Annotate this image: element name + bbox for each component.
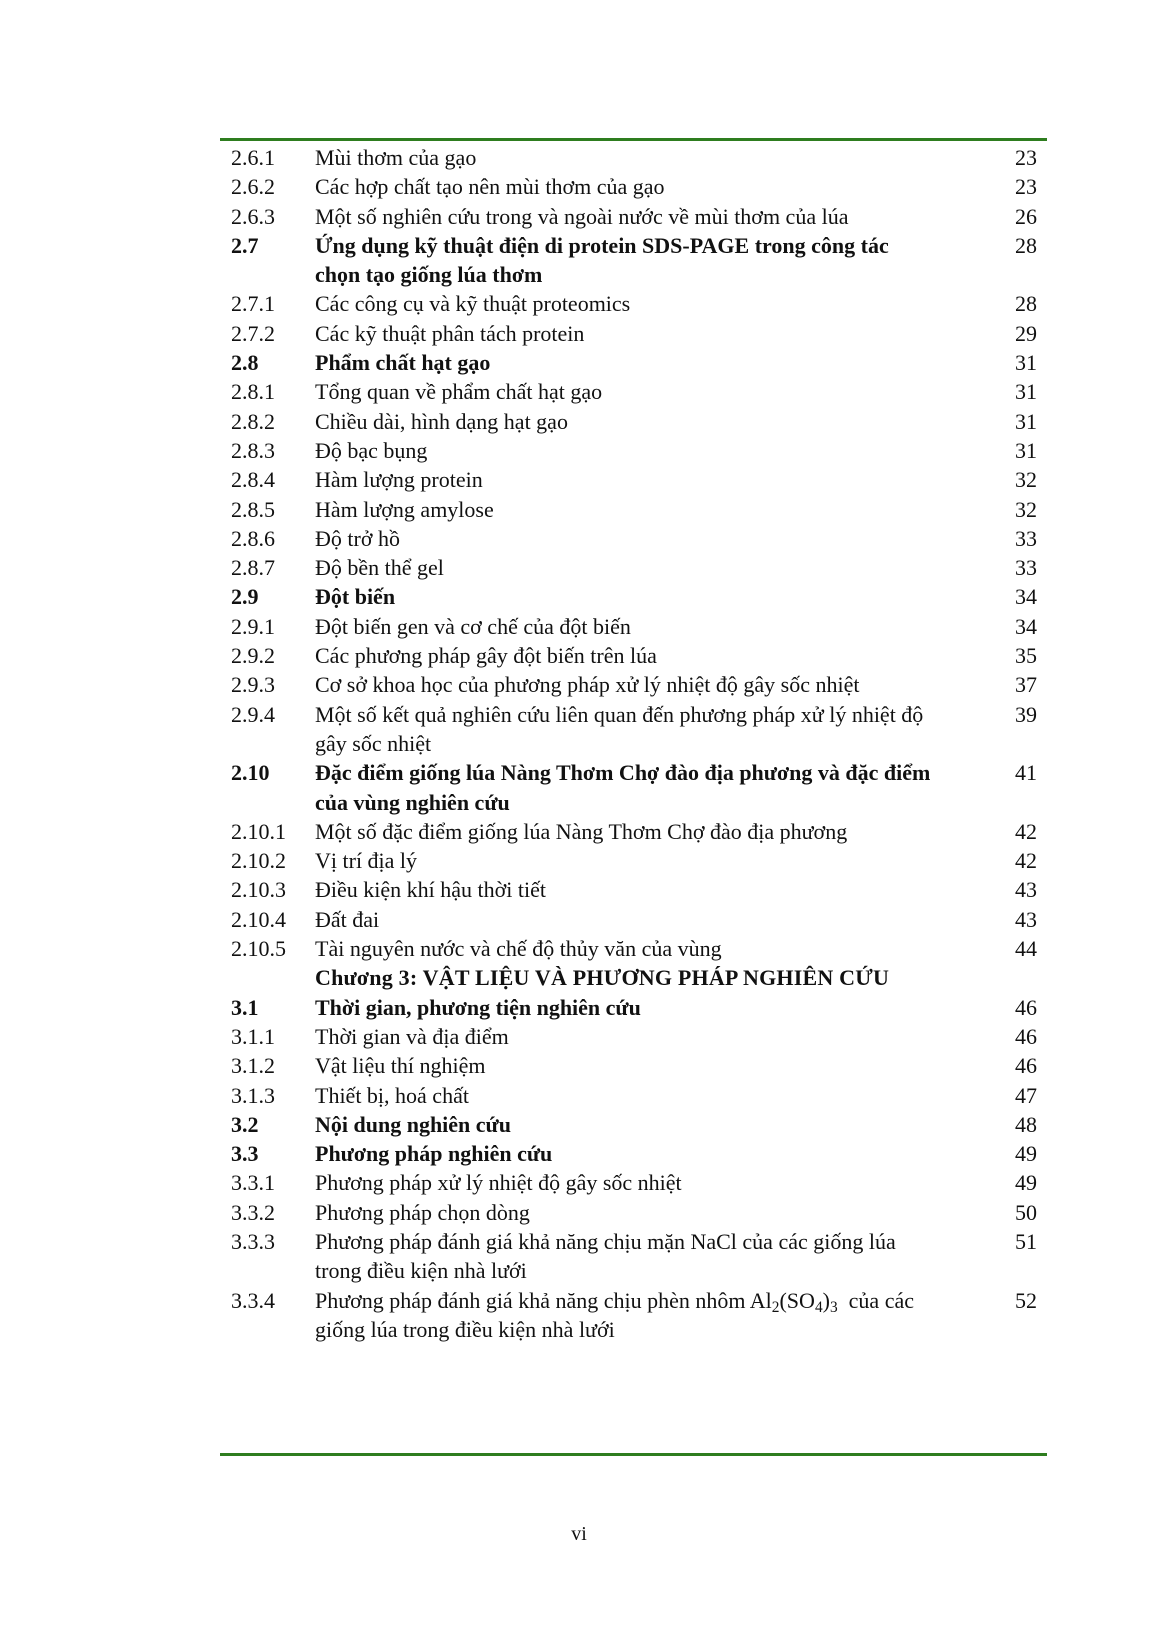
- toc-entry-number: 2.9.4: [231, 701, 275, 727]
- toc-entry-title: Thiết bị, hoá chất: [315, 1082, 469, 1108]
- toc-entry-title: Vị trí địa lý: [315, 848, 418, 874]
- toc-entry-title: Vật liệu thí nghiệm: [315, 1053, 486, 1079]
- toc-entry-title: Đất đai: [315, 906, 380, 932]
- bottom-rule: [220, 1453, 1047, 1456]
- toc-subsection-row[interactable]: [220, 1051, 1047, 1080]
- toc-entry-number: 3.3.4: [231, 1287, 275, 1313]
- toc-entry-page: 49: [1015, 1141, 1037, 1167]
- toc-subsection-row[interactable]: [220, 436, 1047, 465]
- toc-entry-title: Độ bền thể gel: [315, 555, 444, 581]
- toc-entry-number: 2.6.3: [231, 203, 275, 229]
- toc-entry-page: 28: [1015, 291, 1037, 317]
- toc-section-row[interactable]: [220, 231, 1047, 290]
- toc-entry-title: Phương pháp nghiên cứu: [315, 1141, 553, 1167]
- toc-subsection-row[interactable]: [220, 289, 1047, 318]
- toc-entry-title: Mùi thơm của gạo: [315, 145, 477, 170]
- toc-entry-number: 2.9.2: [231, 643, 275, 669]
- toc-entry-title: Chương 3: VẬT LIỆU VÀ PHƯƠNG PHÁP NGHIÊN CỨU: [315, 965, 890, 991]
- toc-entry-page: 32: [1015, 496, 1037, 522]
- toc-entry-page: 39: [1015, 701, 1037, 727]
- toc-entry-title: Tổng quan về phẩm chất hạt gạo: [315, 379, 603, 405]
- toc-entry-title-text: (SO: [779, 1287, 815, 1313]
- toc-entry-number: 2.7.2: [231, 320, 275, 346]
- toc-entry-page: 42: [1015, 818, 1037, 844]
- toc-entry-page: 47: [1015, 1082, 1037, 1108]
- toc-entry-number: 3.1.2: [231, 1053, 275, 1079]
- toc-entry-title-text: của các giống lúa trong điều kiện nhà lưới: [315, 1287, 920, 1342]
- toc-entry-number: 3.3.2: [231, 1199, 275, 1225]
- toc-entry-number: 3.3: [231, 1141, 259, 1167]
- toc-entry-title-text: ): [822, 1287, 830, 1313]
- toc-subsection-row[interactable]: [220, 612, 1047, 641]
- toc-entry-title: Các hợp chất tạo nên mùi thơm của gạo: [315, 174, 665, 200]
- toc-subsection-row[interactable]: [220, 465, 1047, 494]
- toc-entry-title: Các công cụ và kỹ thuật proteomics: [315, 291, 631, 317]
- toc-entry-number: 2.7: [231, 232, 259, 258]
- toc-entry-number: 2.9: [231, 584, 259, 610]
- toc-entry-title: Phương pháp chọn dòng: [315, 1199, 530, 1225]
- toc-section-row[interactable]: [220, 582, 1047, 611]
- toc-entry-page: 32: [1015, 467, 1037, 493]
- toc-entry-title: Độ trở hồ: [315, 525, 400, 551]
- toc-entry-page: 23: [1015, 145, 1037, 170]
- toc-entry-page: 43: [1015, 906, 1037, 932]
- toc-subsection-row[interactable]: [220, 846, 1047, 875]
- toc-entry-page: 49: [1015, 1170, 1037, 1196]
- toc-entry-page: 33: [1015, 525, 1037, 551]
- toc-entry-title-text: Phương pháp đánh giá khả năng chịu phèn nhôm Al: [315, 1287, 772, 1313]
- toc-entry-title: Các phương pháp gây đột biến trên lúa: [315, 643, 657, 669]
- toc-chapter-heading[interactable]: [220, 963, 1047, 992]
- top-rule: [220, 138, 1047, 141]
- toc-entry-page: 35: [1015, 643, 1037, 669]
- toc-subsection-row[interactable]: [220, 905, 1047, 934]
- toc-entry-title: Phẩm chất hạt gạo: [315, 350, 491, 376]
- toc-subsection-row[interactable]: [220, 934, 1047, 963]
- toc-entry-page: 33: [1015, 555, 1037, 581]
- page-number: vi: [571, 1523, 587, 1545]
- toc-subsection-row[interactable]: [220, 1081, 1047, 1110]
- toc-entry-title: Đột biến: [315, 584, 396, 610]
- toc-subsection-row[interactable]: [220, 1198, 1047, 1227]
- toc-entry-page: 46: [1015, 1053, 1037, 1079]
- toc-entry-number: 2.10: [231, 760, 270, 786]
- toc-subsection-row[interactable]: [220, 172, 1047, 201]
- toc-entry-number: 2.6.2: [231, 174, 275, 200]
- toc-entry-page: 50: [1015, 1199, 1037, 1225]
- toc-section-row[interactable]: [220, 993, 1047, 1022]
- toc-entry-number: 2.8.4: [231, 467, 275, 493]
- formula-subscript: 2: [771, 1298, 780, 1316]
- toc-entry-number: 2.8.6: [231, 525, 275, 551]
- toc-section-row[interactable]: [220, 758, 1047, 817]
- table-of-contents: [220, 143, 1047, 1344]
- toc-entry-title: Hàm lượng amylose: [315, 496, 494, 522]
- toc-entry-title: Thời gian và địa điểm: [315, 1023, 509, 1049]
- toc-entry-title: Hàm lượng protein: [315, 467, 483, 493]
- toc-subsection-row[interactable]: [220, 143, 1047, 172]
- formula-subscript: 4: [814, 1298, 823, 1316]
- toc-subsection-row[interactable]: [220, 319, 1047, 348]
- toc-entry-page: 34: [1015, 613, 1037, 639]
- toc-entry-number: 2.10.5: [231, 936, 286, 962]
- toc-section-row[interactable]: [220, 348, 1047, 377]
- toc-entry-number: 3.1: [231, 994, 259, 1020]
- toc-entry-number: 2.8.3: [231, 437, 275, 463]
- toc-entry-title: Nội dung nghiên cứu: [315, 1111, 511, 1137]
- toc-entry-number: 2.9.1: [231, 613, 275, 639]
- toc-entry-title: [315, 1286, 935, 1345]
- toc-entry-page: 46: [1015, 1023, 1037, 1049]
- toc-entry-page: 29: [1015, 320, 1037, 346]
- toc-entry-title: Điều kiện khí hậu thời tiết: [315, 877, 546, 903]
- toc-entry-title: Độ bạc bụng: [315, 437, 428, 463]
- toc-entry-number: 2.10.1: [231, 818, 286, 844]
- toc-entry-page: 48: [1015, 1111, 1037, 1137]
- toc-entry-number: 3.1.1: [231, 1023, 275, 1049]
- toc-entry-number: 2.8.1: [231, 379, 275, 405]
- toc-entry-number: 2.10.2: [231, 848, 286, 874]
- toc-entry-page: 28: [1015, 232, 1037, 258]
- toc-entry-page: 41: [1015, 760, 1037, 786]
- toc-subsection-row[interactable]: [220, 875, 1047, 904]
- toc-entry-number: 3.2: [231, 1111, 259, 1137]
- toc-entry-title: Một số đặc điểm giống lúa Nàng Thơm Chợ đào địa phương: [315, 818, 848, 844]
- toc-entry-page: 31: [1015, 379, 1037, 405]
- toc-entry-number: 2.8.2: [231, 408, 275, 434]
- toc-entry-page: 37: [1015, 672, 1037, 698]
- toc-entry-page: 23: [1015, 174, 1037, 200]
- toc-subsection-row[interactable]: [220, 524, 1047, 553]
- toc-subsection-row[interactable]: [220, 1022, 1047, 1051]
- toc-entry-page: 51: [1015, 1228, 1037, 1254]
- toc-entry-page: 34: [1015, 584, 1037, 610]
- toc-subsection-row[interactable]: [220, 495, 1047, 524]
- toc-entry-number: 3.3.1: [231, 1170, 275, 1196]
- toc-section-row[interactable]: [220, 1139, 1047, 1168]
- toc-subsection-row[interactable]: [220, 407, 1047, 436]
- toc-section-row[interactable]: [220, 1110, 1047, 1139]
- formula-subscript: 3: [829, 1298, 838, 1316]
- toc-entry-title: Các kỹ thuật phân tách protein: [315, 320, 585, 346]
- toc-subsection-row[interactable]: [220, 1286, 1047, 1345]
- toc-subsection-row[interactable]: [220, 700, 1047, 759]
- toc-entry-page: 44: [1015, 936, 1037, 962]
- toc-entry-page: 46: [1015, 994, 1037, 1020]
- toc-entry-page: 52: [1015, 1287, 1037, 1313]
- toc-entry-title: Phương pháp đánh giá khả năng chịu mặn NaCl của các giống lúa trong điều kiện nhà lưới: [315, 1228, 896, 1284]
- toc-entry-number: 2.9.3: [231, 672, 275, 698]
- toc-entry-title: Đột biến gen và cơ chế của đột biến: [315, 613, 631, 639]
- toc-entry-number: 2.10.4: [231, 906, 286, 932]
- toc-subsection-row[interactable]: [220, 553, 1047, 582]
- toc-subsection-row[interactable]: [220, 202, 1047, 231]
- toc-entry-title: Chiều dài, hình dạng hạt gạo: [315, 408, 568, 434]
- toc-entry-number: 3.1.3: [231, 1082, 275, 1108]
- toc-entry-page: 31: [1015, 350, 1037, 376]
- toc-entry-title: Một số kết quả nghiên cứu liên quan đến phương pháp xử lý nhiệt độ gây sốc nhiệt: [315, 701, 924, 756]
- toc-entry-title: Một số nghiên cứu trong và ngoài nước về mùi thơm của lúa: [315, 203, 849, 229]
- toc-entry-page: 43: [1015, 877, 1037, 903]
- toc-entry-number: 2.10.3: [231, 877, 286, 903]
- toc-entry-title: Ứng dụng kỹ thuật điện di protein SDS-PAGE trong công tác chọn tạo giống lúa thơm: [315, 232, 889, 288]
- toc-subsection-row[interactable]: [220, 817, 1047, 846]
- toc-entry-title: Thời gian, phương tiện nghiên cứu: [315, 994, 641, 1020]
- toc-entry-number: 2.7.1: [231, 291, 275, 317]
- toc-subsection-row[interactable]: [220, 1227, 1047, 1286]
- toc-entry-title: Cơ sở khoa học của phương pháp xử lý nhiệt độ gây sốc nhiệt: [315, 672, 860, 698]
- toc-subsection-row[interactable]: [220, 377, 1047, 406]
- toc-entry-page: 31: [1015, 437, 1037, 463]
- toc-entry-page: 31: [1015, 408, 1037, 434]
- toc-entry-page: 26: [1015, 203, 1037, 229]
- toc-entry-page: 42: [1015, 848, 1037, 874]
- toc-entry-number: 2.8.7: [231, 555, 275, 581]
- toc-subsection-row[interactable]: [220, 641, 1047, 670]
- toc-entry-number: 2.6.1: [231, 145, 275, 170]
- toc-entry-title: Đặc điểm giống lúa Nàng Thơm Chợ đào địa phương và đặc điểm của vùng nghiên cứu: [315, 760, 931, 815]
- toc-entry-title: Phương pháp xử lý nhiệt độ gây sốc nhiệt: [315, 1170, 682, 1196]
- toc-entry-number: 2.8.5: [231, 496, 275, 522]
- toc-subsection-row[interactable]: [220, 1168, 1047, 1197]
- toc-entry-title: Tài nguyên nước và chế độ thủy văn của vùng: [315, 936, 722, 962]
- toc-entry-number: 3.3.3: [231, 1228, 275, 1254]
- toc-subsection-row[interactable]: [220, 670, 1047, 699]
- toc-entry-number: 2.8: [231, 350, 259, 376]
